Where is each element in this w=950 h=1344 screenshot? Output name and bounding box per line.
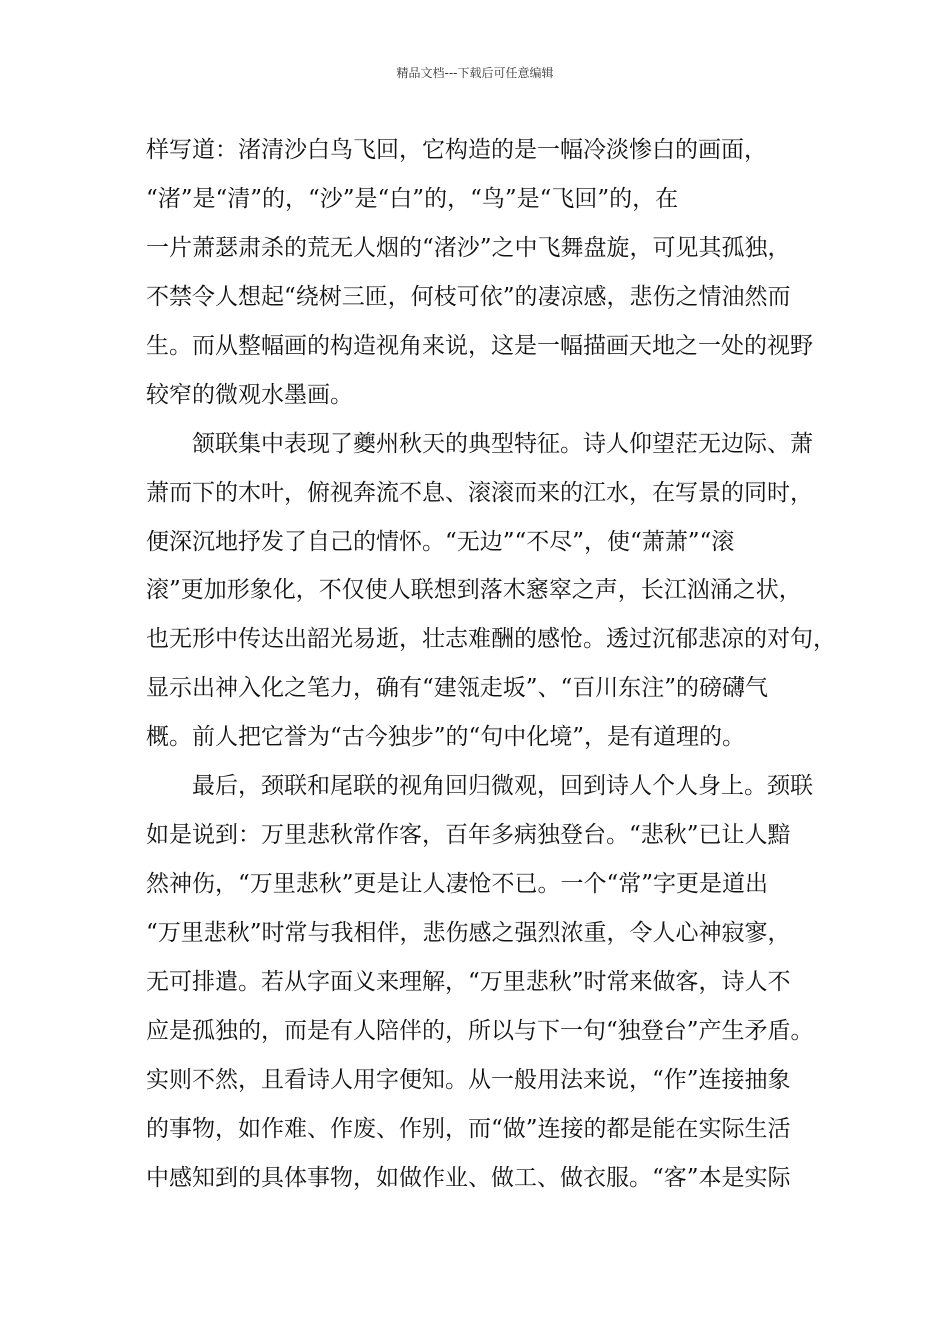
text-line: 较窄的微观水墨画。 (146, 381, 353, 408)
text-line: 萧而下的木叶，俯视奔流不息、滚滚而来的江水，在写景的同时， (146, 479, 813, 506)
text-line: 一片萧瑟肃杀的荒无人烟的“渚沙”之中飞舞盘旋，可见其孤独， (146, 234, 791, 261)
document-body (146, 126, 836, 1203)
text-line: 样写道：渚清沙白鸟飞回，它构造的是一幅冷淡惨白的画面， (146, 137, 767, 163)
text-line: 的事物，如作难、作废、作别，而“做”连接的都是能在实际生活 (146, 1115, 791, 1142)
page-header: 精品文档---下载后可任意编辑 (396, 66, 554, 80)
text-line: 显示出神入化之笔力，确有“建瓴走坂”、“百川东注”的磅礴气 (146, 675, 769, 702)
text-line: 生。而从整幅画的构造视角来说，这是一幅描画天地之一处的视野 (146, 332, 813, 359)
text-line: 也无形中传达出韶光易逝，壮志难酬的感怆。透过沉郁悲凉的对句， (146, 626, 836, 653)
text-line: 最后，颈联和尾联的视角回归微观，回到诗人个人身上。颈联 (192, 773, 813, 800)
text-line: 应是孤独的，而是有人陪伴的，所以与下一句“独登台”产生矛盾。 (146, 1017, 814, 1044)
text-line: 中感知到的具体事物，如做作业、做工、做衣服。“客”本是实际 (146, 1164, 791, 1191)
text-line: 滚”更加形象化，不仅使人联想到落木窸窣之声，长江汹涌之状， (146, 577, 802, 604)
text-line: “渚”是“清”的，“沙”是“白”的，“鸟”是“飞回”的，在 (146, 185, 679, 212)
text-line: 如是说到：万里悲秋常作客，百年多病独登台。“悲秋”已让人黯 (146, 822, 791, 849)
text-line: 不禁令人想起“绕树三匝，何枝可依”的凄凉感，悲伤之情油然而 (146, 283, 791, 310)
text-line: 颔联集中表现了夔州秋天的典型特征。诗人仰望茫无边际、萧 (192, 430, 813, 457)
text-line: 概。前人把它誉为“古今独步”的“句中化境”，是有道理的。 (146, 724, 746, 751)
text-line: 实则不然，且看诗人用字便知。从一般用法来说，“作”连接抽象 (146, 1066, 791, 1093)
text-line: 便深沉地抒发了自己的情怀。“无边”“不尽”，使“萧萧”“滚 (146, 528, 735, 555)
text-line: “万里悲秋”时常与我相伴，悲伤感之强烈浓重，令人心神寂寥， (146, 920, 791, 946)
text-line: 然神伤，“万里悲秋”更是让人凄怆不已。一个“常”字更是道出 (146, 871, 769, 898)
text-line: 无可排遣。若从字面义来理解，“万里悲秋”时常来做客，诗人不 (146, 968, 791, 995)
